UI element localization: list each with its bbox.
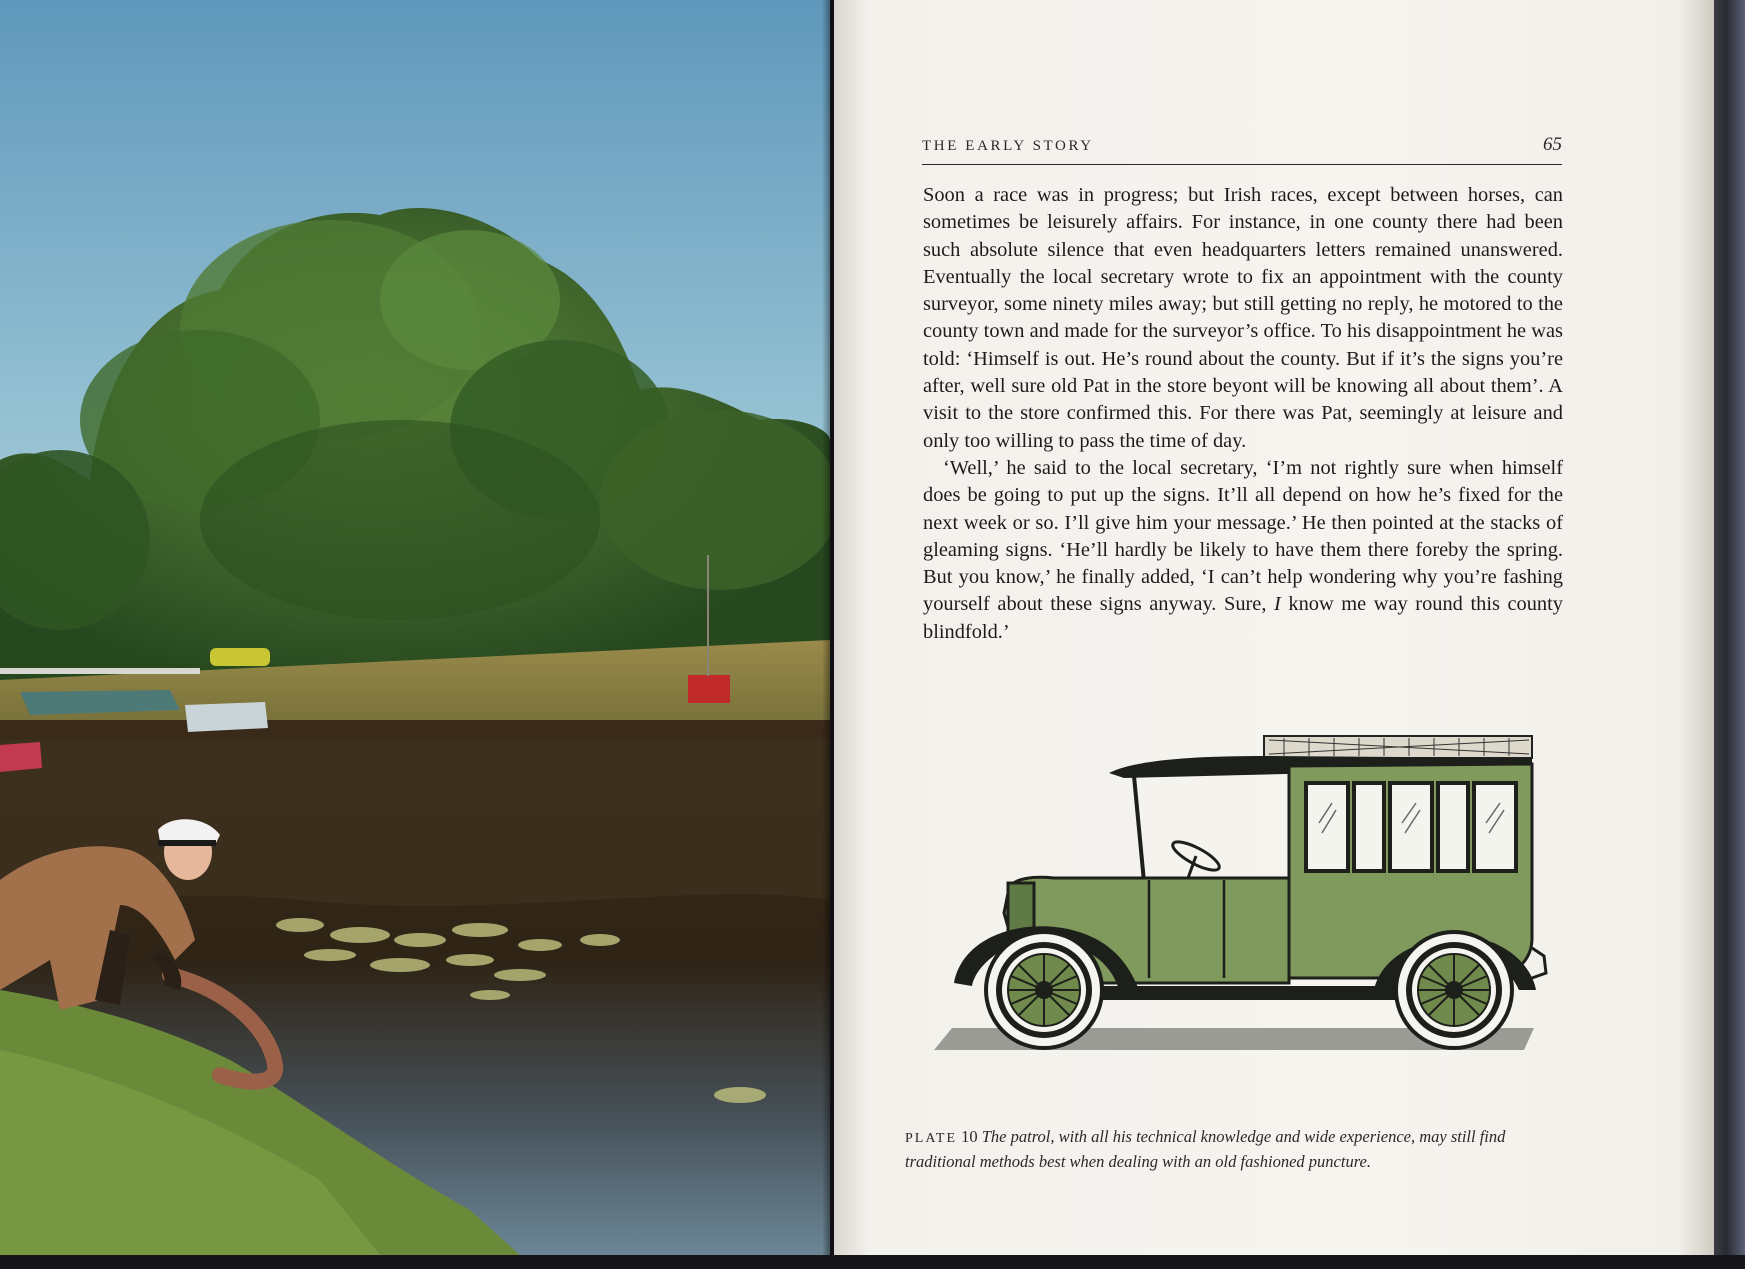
paragraph: Soon a race was in progress; but Irish races, except between horses, can sometimes be leisurely affairs. For instance, in one county there had been such absolute silence that even headquarters letters remained unanswered. Eventually the local secretary wrote to fix an appointment with the county surveyor, some ninety miles away; but still getting no reply, he motored to the county town and made for the surveyor’s office. To his disappointment he was told: ‘Himself is out. He’s round about the county. But if it’s the signs you’re after, well sure old Pat in the store beyont will be knowing all about them’. A visit to the store confirmed this. For there was Pat, seemingly at leisure and only too willing to pass the time of day. bbox=[923, 184, 1563, 452]
car-drawing bbox=[934, 728, 1554, 1058]
right-text-page bbox=[834, 0, 1714, 1255]
running-head-title: THE EARLY STORY bbox=[922, 138, 1094, 154]
paragraph bbox=[923, 455, 1563, 646]
left-page-photograph bbox=[0, 0, 830, 1255]
plate-number: 10 bbox=[961, 1127, 978, 1146]
body-text bbox=[923, 182, 1563, 646]
rear-wheel bbox=[1396, 932, 1512, 1048]
page-number: 65 bbox=[1543, 134, 1562, 155]
side-windows bbox=[1306, 783, 1516, 871]
paragraph-text: ‘Well,’ he said to the local secretary, ‘I’m not rightly sure when himself does be going to put up the signs. It’ll all depend on how he’s fixed for the next week or so. I’ll give him your message.’ He then pointed at the stacks of gleaming signs. ‘He’ll hardly be likely to have them there foreby the spring. But you know,’ he finally added, ‘I can’t help wondering why you’re fashing yourself about these signs anyway. Sure, bbox=[923, 456, 1563, 616]
page-edge bbox=[1714, 0, 1745, 1255]
paragraph-text-end: know me way round this county blindfold.’ bbox=[923, 593, 1563, 643]
fence bbox=[0, 668, 200, 674]
red-boat bbox=[688, 675, 730, 703]
caption-text: The patrol, with all his technical knowledge and wide experience, may still find traditional methods best when dealing with an old fashioned puncture. bbox=[905, 1127, 1506, 1171]
running-head bbox=[922, 134, 1562, 165]
vintage-car-illustration bbox=[934, 728, 1554, 1058]
front-wheel bbox=[986, 932, 1102, 1048]
plate-label: PLATE bbox=[905, 1131, 957, 1146]
pond-photo-illustration bbox=[0, 0, 830, 1255]
striped-boat bbox=[0, 742, 42, 772]
white-dinghy bbox=[185, 702, 268, 732]
plate-caption bbox=[905, 1125, 1565, 1173]
yellow-boat bbox=[210, 648, 270, 666]
bottom-edge bbox=[0, 1255, 1745, 1269]
running-board bbox=[1054, 986, 1404, 1000]
emphasis-word: I bbox=[1274, 593, 1281, 616]
